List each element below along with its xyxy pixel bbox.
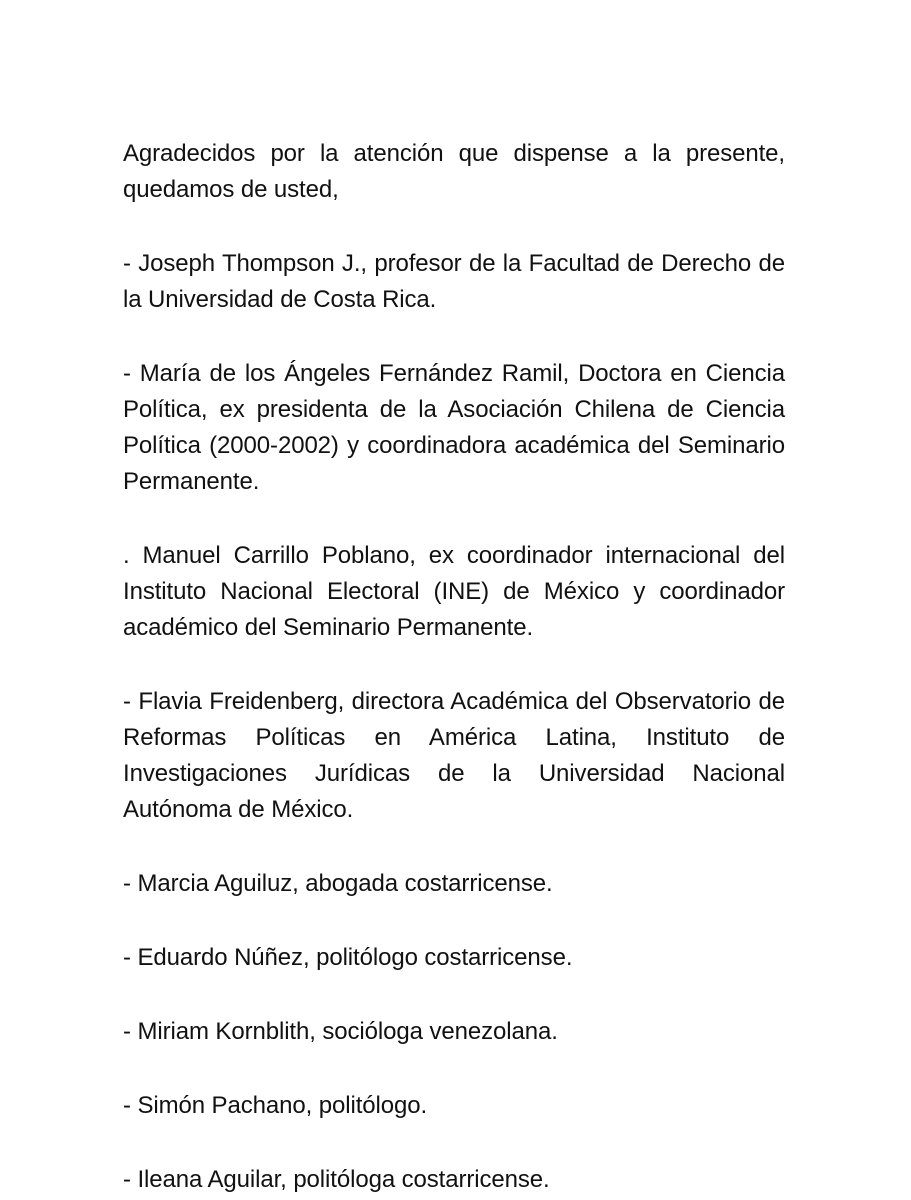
signatory-thompson: - Joseph Thompson J., profesor de la Facultad de Derecho de la Universidad de Costa Rica. bbox=[123, 250, 785, 313]
signatory-fernandez: - María de los Ángeles Fernández Ramil, Doctora en Ciencia Política, ex presidenta de la Asociación Chilena de Ciencia Política (2000-2002) y coordinadora académica del Seminario Permanente. bbox=[123, 360, 785, 495]
closing-paragraph: Agradecidos por la atención que dispense a la presente, quedamos de usted, bbox=[123, 140, 785, 203]
signatory-aguilar: - Ileana Aguilar, politóloga costarricense. bbox=[123, 1166, 550, 1193]
signatory-pachano: - Simón Pachano, politólogo. bbox=[123, 1092, 428, 1119]
signatory-aguiluz: - Marcia Aguiluz, abogada costarricense. bbox=[123, 870, 553, 897]
letter-body bbox=[123, 136, 785, 1198]
signatory-carrillo: . Manuel Carrillo Poblano, ex coordinador internacional del Instituto Nacional Electoral (INE) de México y coordinador académico del Seminario Permanente. bbox=[123, 542, 785, 641]
signatory-kornblith: - Miriam Kornblith, socióloga venezolana. bbox=[123, 1018, 558, 1045]
signatory-freidenberg: - Flavia Freidenberg, directora Académica del Observatorio de Reformas Políticas en América Latina, Instituto de Investigaciones Jurídicas de la Universidad Nacional Autónoma de México. bbox=[123, 688, 785, 823]
signatory-nunez: - Eduardo Núñez, politólogo costarricense. bbox=[123, 944, 573, 971]
